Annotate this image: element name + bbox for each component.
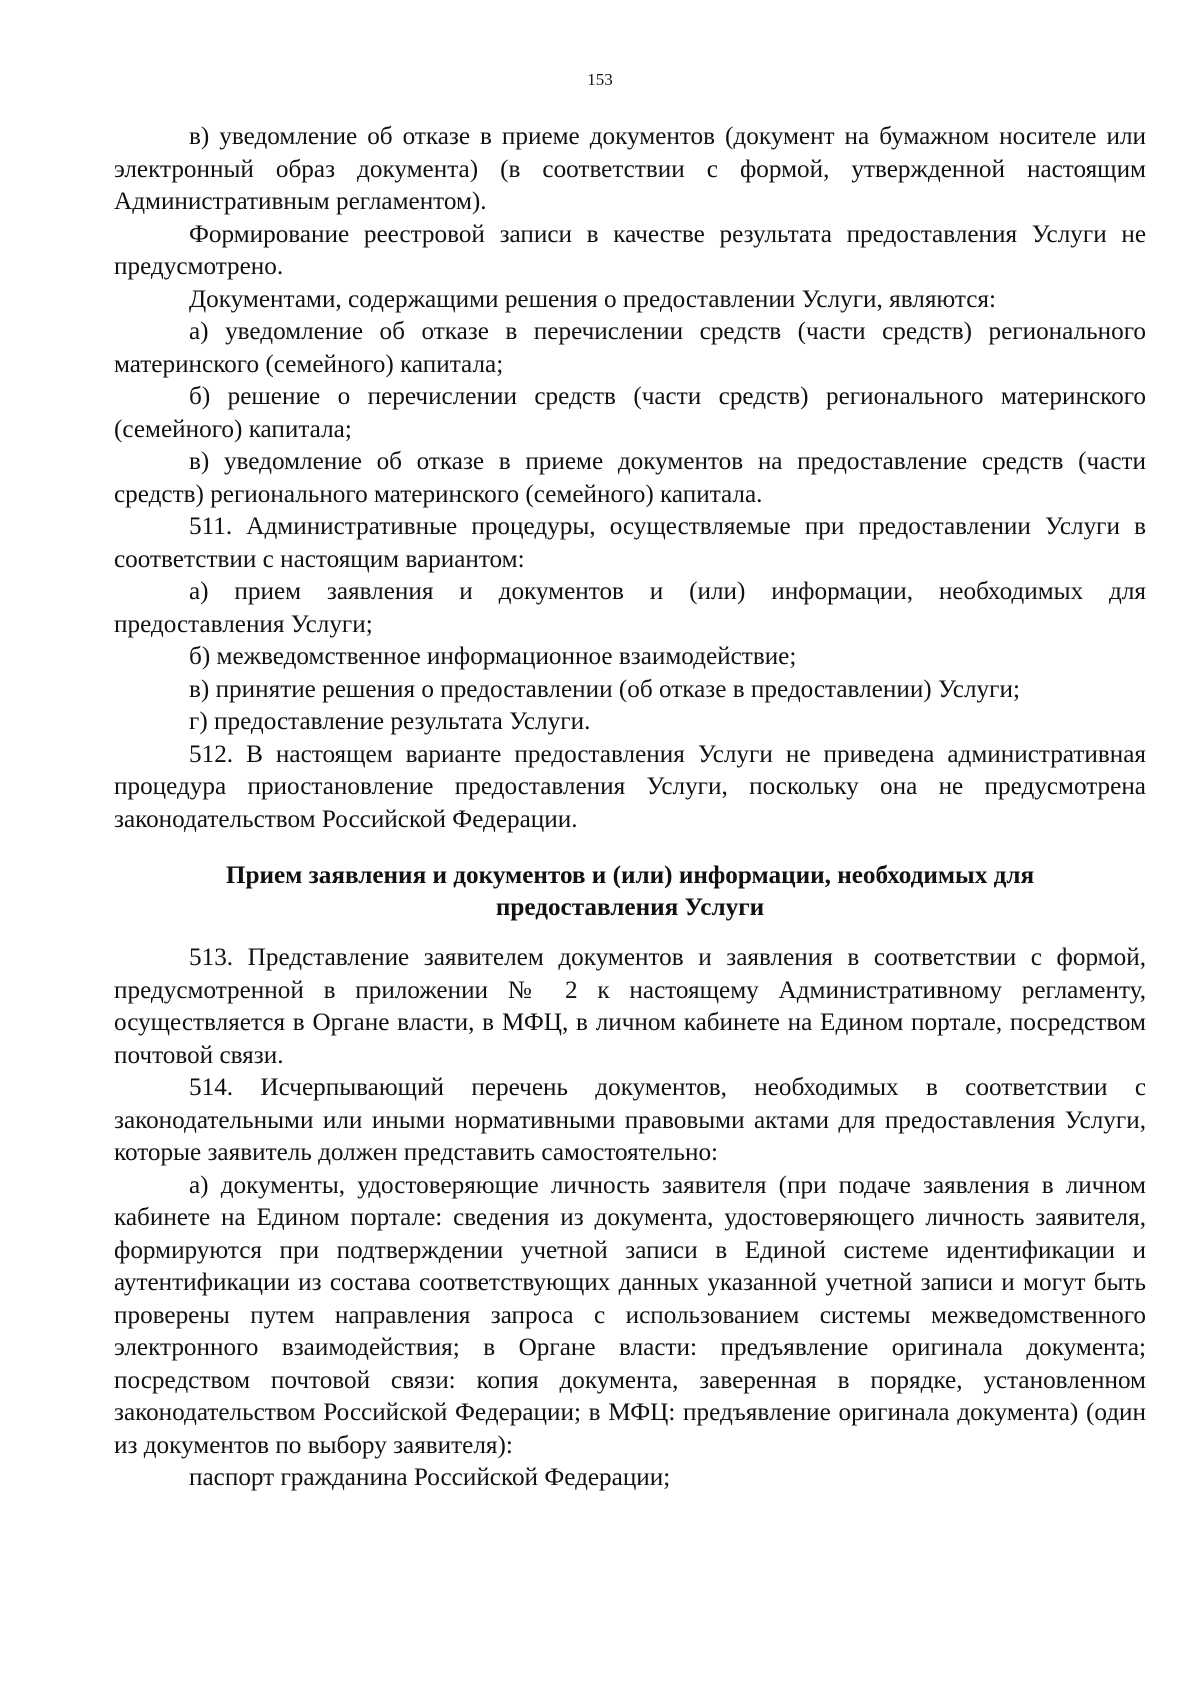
section-heading-line: Прием заявления и документов и (или) информации, необходимых для (225, 862, 1035, 889)
numbered-clause: 513. Представление заявителем документов и заявления в соответствии с формой, предусмотренной в приложении № 2 к настоящему Административному регламенту, осуществляется в Органе власти, в МФЦ, в личном кабинете на Едином портале, посредством почтовой связи. (114, 944, 1146, 1069)
numbered-clause: 512. В настоящем варианте предоставления Услуги не приведена административная процедура приостановление предоставления Услуги, поскольку она не предусмотрена законодательством Российской Федерации. (114, 740, 1146, 833)
list-item: а) прием заявления и документов и (или) информации, необходимых для предоставления Услуги; (114, 578, 1146, 638)
paragraph: Документами, содержащими решения о предоставлении Услуги, являются: (189, 285, 996, 313)
paragraph: в) уведомление об отказе в приеме документов (документ на бумажном носителе или электронный образ документа) (в соответствии с формой, утвержденной настоящим Административным регламентом). (114, 123, 1146, 215)
page-number: 153 (587, 70, 613, 89)
section-heading (114, 860, 1146, 924)
list-item: б) межведомственное информационное взаимодействие; (189, 643, 797, 670)
list-item: г) предоставление результата Услуги. (189, 708, 591, 735)
list-item: в) принятие решения о предоставлении (об отказе в предоставлении) Услуги; (189, 675, 1020, 703)
list-item: а) документы, удостоверяющие личность заявителя (при подаче заявления в личном кабинете на Едином портале: сведения из документа, удостоверяющего личность заявителя, формируются при подтверждении учетной записи в Единой системе идентификации и аутентификации из состава соответствующих данных указанной учетной записи и могут быть проверены путем направления запроса с использованием системы межведомственного электронного взаимодействия; в Органе власти: предъявление оригинала документа; посредством почтовой связи: копия документа, заверенная в порядке, установленном законодательством Российской Федерации; в МФЦ: предъявление оригинала документа) (один из документов по выбору заявителя): (114, 1171, 1146, 1459)
section-heading-line: предоставления Услуги (495, 894, 765, 921)
list-item: а) уведомление об отказе в перечислении средств (части средств) регионального материнского (семейного) капитала; (114, 318, 1146, 378)
paragraph: Формирование реестровой записи в качестве результата предоставления Услуги не предусмотрено. (114, 220, 1146, 280)
numbered-clause: 511. Административные процедуры, осуществляемые при предоставлении Услуги в соответствии с настоящим вариантом: (114, 513, 1146, 573)
list-item: в) уведомление об отказе в приеме документов на предоставление средств (части средств) регионального материнского (семейного) капитала. (114, 448, 1146, 508)
list-item: б) решение о перечислении средств (части средств) регионального материнского (семейного) капитала; (114, 383, 1146, 443)
document-body (114, 121, 1146, 1495)
list-item: паспорт гражданина Российской Федерации; (189, 1464, 671, 1491)
numbered-clause: 514. Исчерпывающий перечень документов, необходимых в соответствии с законодательными или иными нормативными правовыми актами для предоставления Услуги, которые заявитель должен представить самостоятельно: (114, 1074, 1146, 1166)
